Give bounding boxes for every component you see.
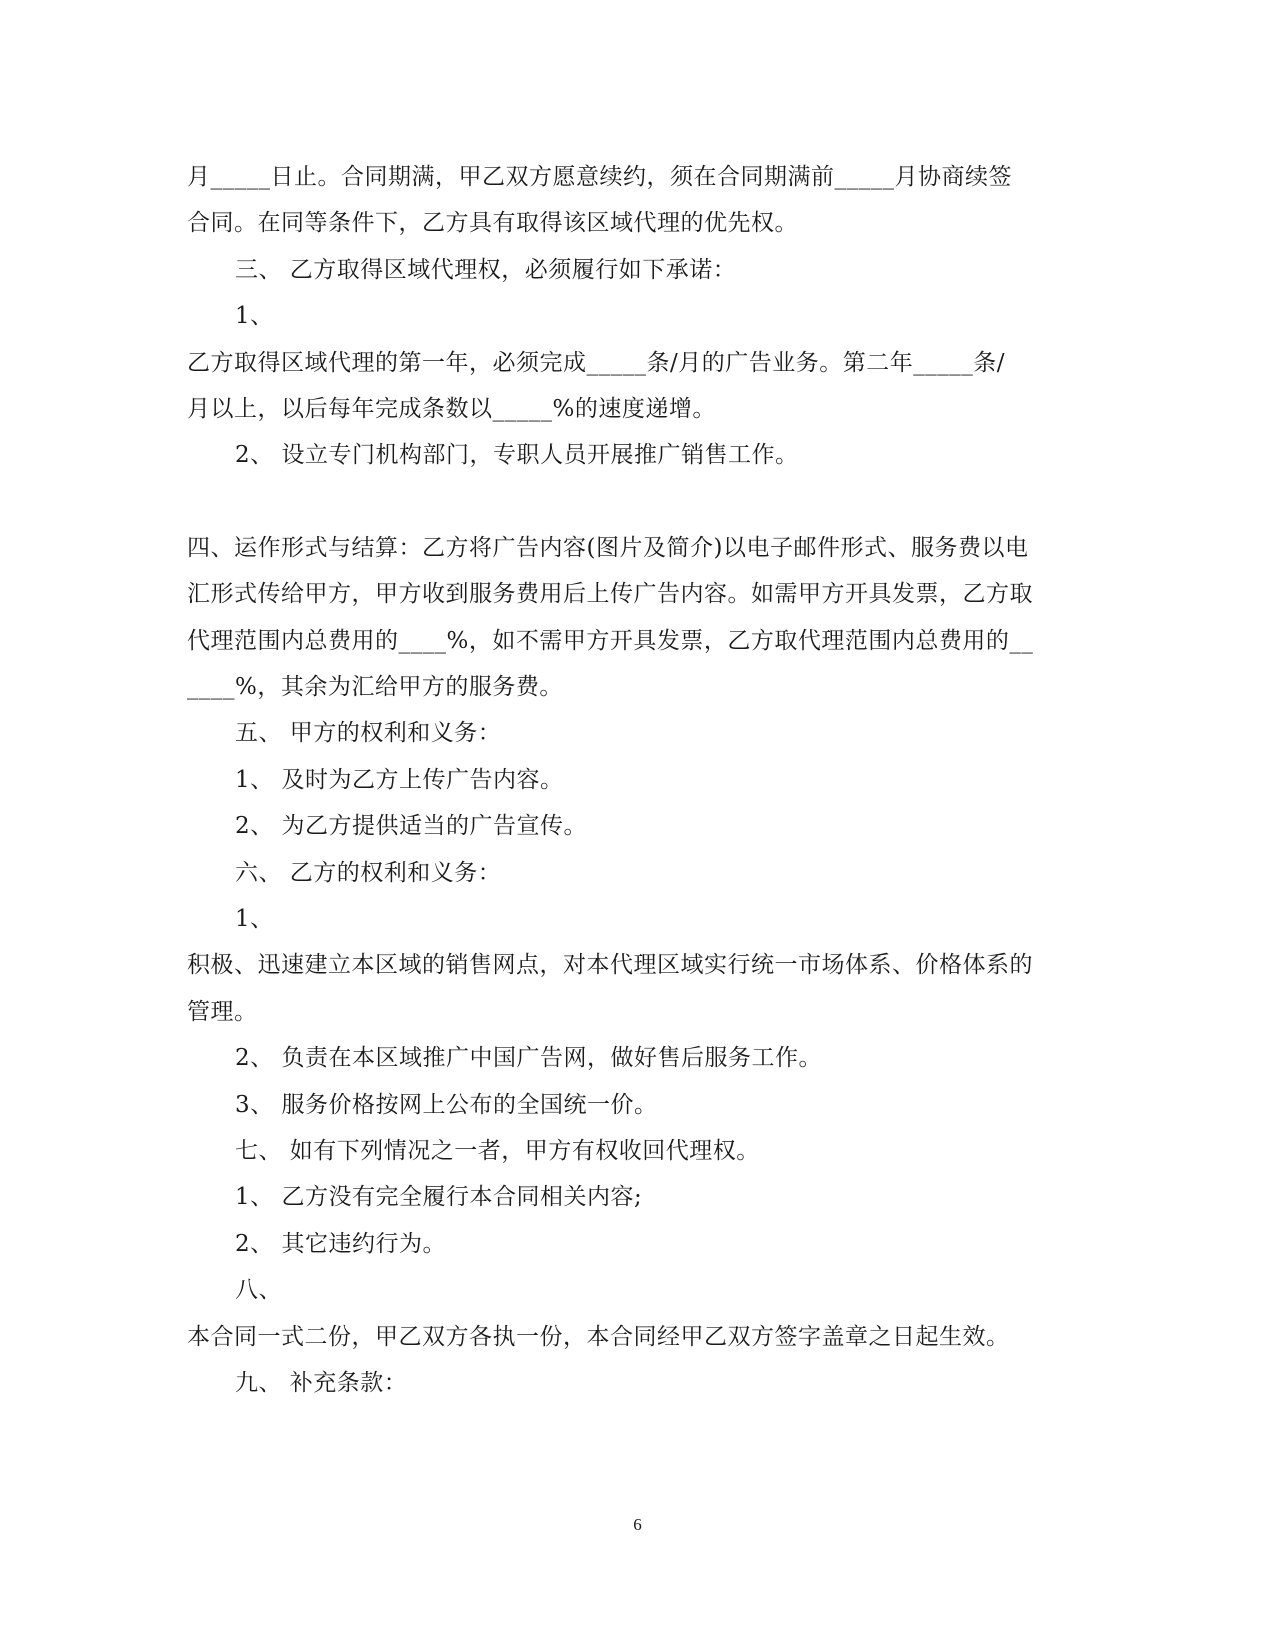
text-line: 月_____日止。合同期满，甲乙双方愿意续约，须在合同期满前_____月协商续签 xyxy=(187,164,1012,190)
text-line: 月以上，以后每年完成条数以_____%的速度递增。 xyxy=(187,396,716,422)
text-line: 乙方取得区域代理的第一年，必须完成_____条/月的广告业务。第二年_____条/ xyxy=(187,350,1005,376)
section-heading: 九、 补充条款： xyxy=(235,1370,408,1396)
list-item: 2、 设立专门机构部门，专职人员开展推广销售工作。 xyxy=(235,442,799,468)
list-item-number: 1、 xyxy=(235,303,274,329)
text-line: ____%，其余为汇给甲方的服务费。 xyxy=(187,674,563,700)
list-item-number: 1、 xyxy=(235,906,274,932)
text-line: 汇形式传给甲方，甲方收到服务费用后上传广告内容。如需甲方开具发票，乙方取 xyxy=(187,581,1033,607)
text-line: 管理。 xyxy=(187,999,258,1025)
text-line: 积极、迅速建立本区域的销售网点，对本代理区域实行统一市场体系、价格体系的 xyxy=(187,952,1033,978)
section-heading: 八、 xyxy=(235,1277,282,1303)
list-item: 3、 服务价格按网上公布的全国统一价。 xyxy=(235,1092,658,1118)
section-heading: 七、 如有下列情况之一者，甲方有权收回代理权。 xyxy=(235,1138,760,1164)
list-item: 1、 乙方没有完全履行本合同相关内容; xyxy=(235,1184,643,1210)
text-line: 代理范围内总费用的____%，如不需甲方开具发票，乙方取代理范围内总费用的__ xyxy=(187,628,1034,654)
section-heading: 五、 甲方的权利和义务： xyxy=(235,720,502,746)
list-item: 2、 其它违约行为。 xyxy=(235,1231,446,1257)
page-number: 6 xyxy=(633,1515,642,1534)
list-item: 2、 为乙方提供适当的广告宣传。 xyxy=(235,813,587,839)
section-heading: 三、 乙方取得区域代理权，必须履行如下承诺： xyxy=(235,257,737,283)
section-heading: 六、 乙方的权利和义务： xyxy=(235,860,502,886)
list-item: 2、 负责在本区域推广中国广告网，做好售后服务工作。 xyxy=(235,1045,822,1071)
section-heading: 四、运作形式与结算：乙方将广告内容(图片及简介)以电子邮件形式、服务费以电 xyxy=(187,535,1029,561)
text-line: 本合同一式二份，甲乙双方各执一份，本合同经甲乙双方签字盖章之日起生效。 xyxy=(187,1324,1010,1350)
text-line: 合同。在同等条件下，乙方具有取得该区域代理的优先权。 xyxy=(187,210,798,236)
list-item: 1、 及时为乙方上传广告内容。 xyxy=(235,767,564,793)
